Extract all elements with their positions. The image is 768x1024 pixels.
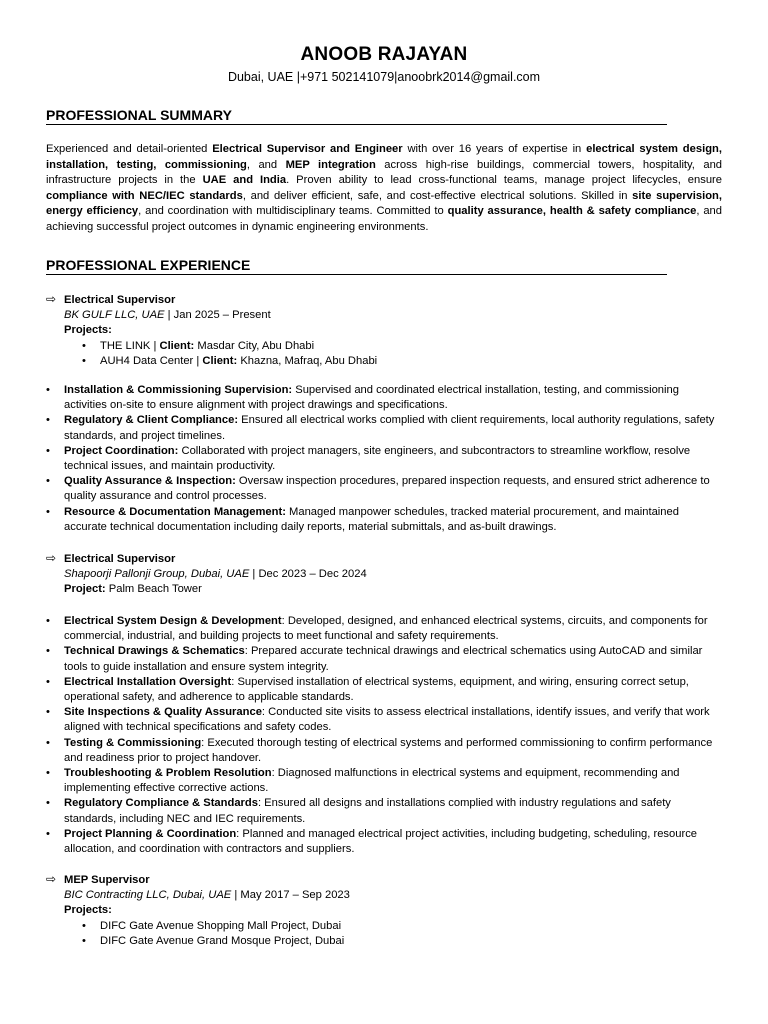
arrow-icon: ⇨: [46, 872, 57, 886]
list-item: • Testing & Commissioning: Executed thorough testing of electrical systems and performed commissioning to confirm performance and readiness prior to project handover.: [46, 736, 722, 766]
job-entry: [46, 872, 350, 949]
list-item: • Regulatory & Client Compliance: Ensured all electrical works complied with client requirements, local authority regulations, safety standards, and project timelines.: [46, 413, 722, 443]
job-company-line: BK GULF LLC, UAE | Jan 2025 – Present: [64, 309, 271, 322]
projects-label: Projects:: [64, 324, 112, 337]
project-line: Project: Palm Beach Tower: [64, 583, 202, 596]
list-item: • Resource & Documentation Management: Managed manpower schedules, tracked material procurement, and maintained accurate technical documentation including daily reports, material submittals, and as-built drawings.: [46, 505, 722, 535]
project-item: • DIFC Gate Avenue Grand Mosque Project, Dubai: [82, 934, 350, 949]
job-entry: [46, 292, 377, 369]
contact-line: Dubai, UAE |+971 502141079|anoobrk2014@gmail.com: [227, 70, 541, 84]
job-company-line: BIC Contracting LLC, Dubai, UAE | May 2017 – Sep 2023: [64, 889, 350, 902]
project-item: • AUH4 Data Center | Client: Khazna, Mafraq, Abu Dhabi: [82, 354, 377, 369]
experience-heading: PROFESSIONAL EXPERIENCE: [46, 257, 667, 275]
project-item: • THE LINK | Client: Masdar City, Abu Dhabi: [82, 339, 377, 354]
list-item: • Project Planning & Coordination: Planned and managed electrical project activities, including budgeting, scheduling, resource allocation, and coordination with contractors and suppliers.: [46, 827, 722, 857]
job-bullets: [46, 383, 722, 535]
summary-heading: PROFESSIONAL SUMMARY: [46, 107, 667, 125]
summary-paragraph: Experienced and detail-oriented Electrical Supervisor and Engineer with over 16 years of expertise in electrical system design, installation, testing, commissioning, and MEP integration across high-rise buildings, commercial towers, hospitality, and infrastructure projects in the UAE and India. Proven ability to lead cross-functional teams, manage project lifecycles, ensure compliance with NEC/IEC standards, and deliver efficient, safe, and cost-effective electrical solutions. Skilled in site supervision, energy efficiency, and coordination with multidisciplinary teams. Committed to quality assurance, health & safety compliance, and achieving successful project outcomes in dynamic engineering environments.: [46, 143, 723, 233]
list-item: • Site Inspections & Quality Assurance: Conducted site visits to assess electrical installations, identify issues, and verify that work aligned with technical specifications and safety codes.: [46, 705, 722, 735]
candidate-name: ANOOB RAJAYAN: [300, 44, 468, 65]
list-item: • Regulatory Compliance & Standards: Ensured all designs and installations complied with industry regulations and safety standards, including NEC and IEC requirements.: [46, 796, 722, 826]
list-item: • Electrical System Design & Development: Developed, designed, and enhanced electrical systems, circuits, and components for commercial, industrial, and building projects to meet functional and safety requirements.: [46, 614, 722, 644]
job-company-line: Shapoorji Pallonji Group, Dubai, UAE | Dec 2023 – Dec 2024: [64, 568, 367, 581]
list-item: • Project Coordination: Collaborated with project managers, site engineers, and subcontractors to streamline workflow, resolve technical issues, and maintain productivity.: [46, 444, 722, 474]
job-title: MEP Supervisor: [64, 874, 150, 886]
projects-label: Projects:: [64, 904, 112, 917]
list-item: • Quality Assurance & Inspection: Oversaw inspection procedures, prepared inspection requests, and ensured strict adherence to quality assurance and control processes.: [46, 474, 722, 504]
job-title: Electrical Supervisor: [64, 553, 176, 565]
job-bullets: [46, 614, 722, 857]
job-title: Electrical Supervisor: [64, 294, 176, 306]
job-entry: [46, 551, 367, 598]
list-item: • Installation & Commissioning Supervision: Supervised and coordinated electrical installation, testing, and commissioning activities on-site to ensure alignment with project drawings and specifications.: [46, 383, 722, 413]
list-item: • Troubleshooting & Problem Resolution: Diagnosed malfunctions in electrical systems and equipment, recommending and implementing effective corrective actions.: [46, 766, 722, 796]
list-item: • Electrical Installation Oversight: Supervised installation of electrical systems, equipment, and wiring, ensuring correct setup, operational safety, and adherence to applicable standards.: [46, 675, 722, 705]
arrow-icon: ⇨: [46, 551, 57, 565]
list-item: • Technical Drawings & Schematics: Prepared accurate technical drawings and electrical schematics using AutoCAD and similar tools to guide installation and ensure system integrity.: [46, 644, 722, 674]
project-item: • DIFC Gate Avenue Shopping Mall Project, Dubai: [82, 919, 350, 934]
arrow-icon: ⇨: [46, 292, 57, 306]
